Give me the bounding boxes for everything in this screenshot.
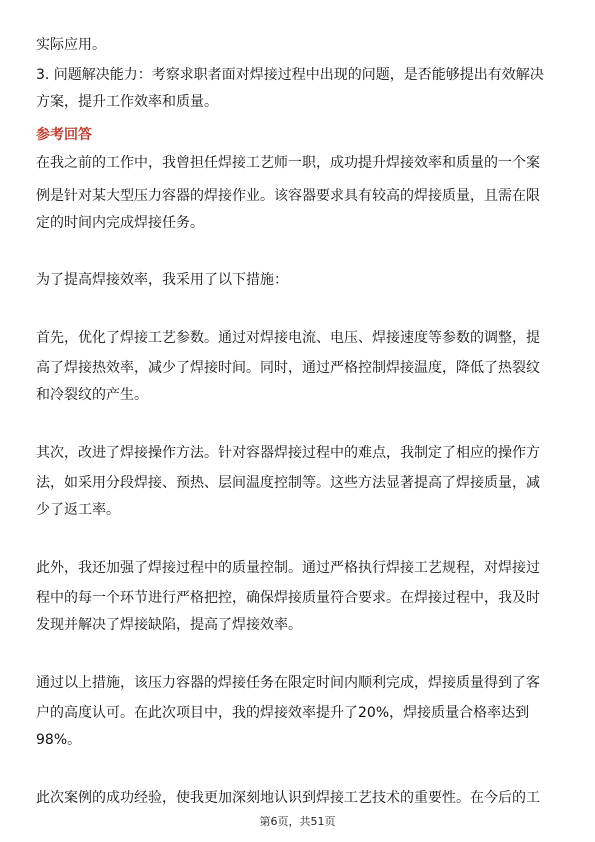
text-line: 方案，提升工作效率和质量。	[36, 94, 218, 110]
text-line: 其次，改进了焊接操作方法。针对容器焊接过程中的难点，我制定了相应的操作方	[36, 445, 540, 461]
text-line: 为了提高焊接效率，我采用了以下措施：	[36, 272, 288, 288]
text-line: 发现并解决了焊接缺陷，提高了焊接效率。	[36, 617, 302, 633]
text-line: 和冷裂纹的产生。	[36, 387, 148, 403]
text-line: 在我之前的工作中，我曾担任焊接工艺师一职，成功提升焊接效率和质量的一个案	[36, 155, 540, 171]
text-line: 定的时间内完成焊接任务。	[36, 215, 204, 231]
text-line: 法，如采用分段焊接、预热、层间温度控制等。这些方法显著提高了焊接质量，减	[36, 475, 540, 491]
text-line: 3. 问题解决能力：考察求职者面对焊接过程中出现的问题，是否能够提出有效解决	[36, 67, 544, 83]
text-line: 通过以上措施，该压力容器的焊接任务在限定时间内顺利完成，焊接质量得到了客	[36, 675, 540, 691]
text-line: 98%。	[36, 732, 82, 748]
text-line: 例是针对某大型压力容器的焊接作业。该容器要求具有较高的焊接质量，且需在限	[36, 188, 540, 204]
page-number: 第6页，共51页	[259, 815, 336, 828]
text-line: 高了焊接热效率，减少了焊接时间。同时，通过严格控制焊接温度，降低了热裂纹	[36, 360, 540, 376]
text-line: 程中的每一个环节进行严格把控，确保焊接质量符合要求。在焊接过程中，我及时	[36, 590, 540, 606]
text-line: 实际应用。	[36, 37, 106, 53]
text-line: 首先，优化了焊接工艺参数。通过对焊接电流、电压、焊接速度等参数的调整，提	[36, 330, 540, 346]
text-line: 少了返工率。	[36, 502, 120, 518]
text-line: 此次案例的成功经验，使我更加深刻地认识到焊接工艺技术的重要性。在今后的工	[36, 790, 540, 806]
text-line: 此外，我还加强了焊接过程中的质量控制。通过严格执行焊接工艺规程，对焊接过	[36, 560, 540, 576]
text-line: 户的高度认可。在此次项目中，我的焊接效率提升了20%，焊接质量合格率达到	[36, 705, 530, 721]
reference-answer-heading: 参考回答	[36, 127, 92, 143]
